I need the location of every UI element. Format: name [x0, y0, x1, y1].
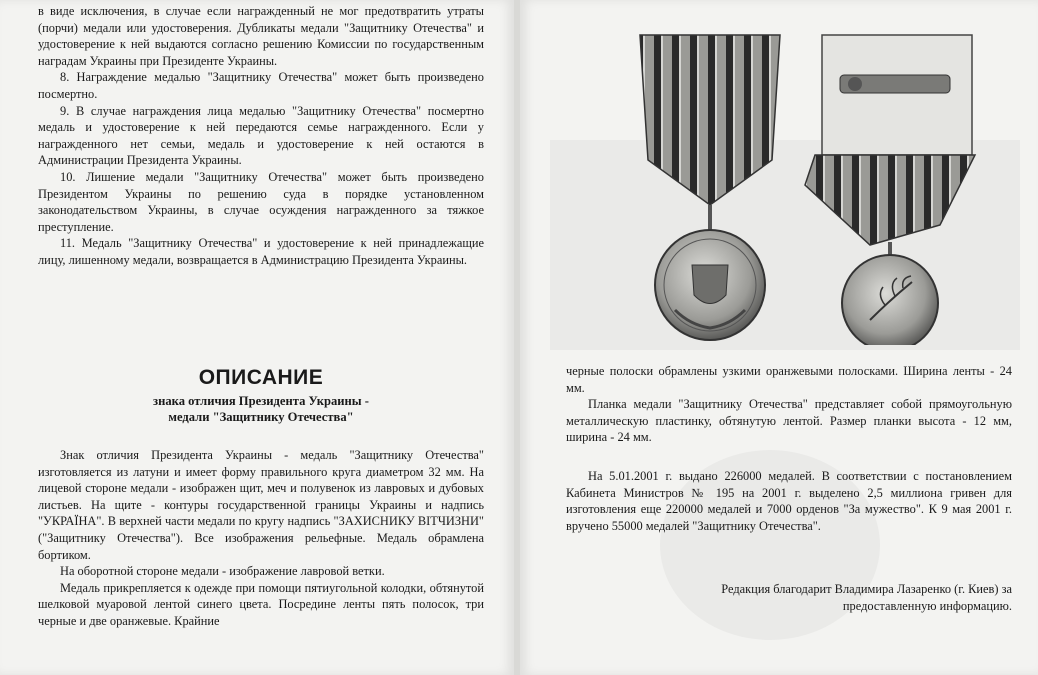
bar-description-paragraph: Планка медали "Защитнику Отечества" представляет собой прямоугольную металлическую пластинку, обтянутую лентой. Размер планки высота - 12 мм, ширина - 24 мм.	[566, 397, 1012, 445]
section-subtitle-line2: медали "Защитнику Отечества"	[168, 410, 354, 424]
acknowledgement-line2: предоставленную информацию.	[842, 598, 1012, 613]
description-paragraph: Знак отличия Президента Украины - медаль "Защитнику Отечества" изготовляется из латуни и имеет форму правильного круга диаметром 32 мм. На лицевой стороне медали - изображен щит, меч и полувенок из лавровых и дубовых листьев. На щите - контуры государственной границы Украины и надпись "УКРАЇНА". В верхней части медали по кругу надпись "ЗАХИСНИКУ ВІТЧИЗНИ" ("Защитнику Отечества"). Все изображения рельефные. Медаль обрамлена бортиком.	[38, 448, 484, 562]
acknowledgement	[566, 581, 1012, 614]
section-title: ОПИСАНИЕ	[198, 366, 324, 389]
paragraph-text: На 5.01.2001 г. выдано 226000 медалей. В соответствии с постановлением Кабинета Министров № 195 на 2001 г. выделено 2,5 миллиона гривен для изготовления еще 220000 медалей и 7000 орденов "За мужество". К 9 мая 2001 г. вручено 55000 медалей "Защитнику Отечества".	[566, 469, 1012, 533]
medal-photo	[600, 20, 980, 345]
medal-front	[655, 230, 765, 340]
paragraph-8: 8. Награждение медалью "Защитнику Отечества" может быть произведено посмертно.	[38, 70, 484, 101]
paragraph-11: 11. Медаль "Защитнику Отечества" и удостоверение к ней принадлежащие лицу, лишенному медали, возвращается в Администрацию Президента Украины.	[38, 236, 484, 267]
reverse-side-paragraph: На оборотной стороне медали - изображение лавровой ветки.	[60, 564, 385, 579]
paragraph-text: черные полоски обрамлены узкими оранжевыми полосками. Ширина ленты - 24 мм.	[566, 364, 1012, 395]
paragraph-9: 9. В случае награждения лица медалью "Защитнику Отечества" посмертно медаль и удостоверение к ней передаются семье награжденного. Если у награжденного нет семьи, медаль и удостоверение к ней остаются в Администрации Президента Украины.	[38, 103, 484, 168]
acknowledgement-line1: Редакция благодарит Владимира Лазаренко (г. Киев) за	[721, 582, 1012, 596]
paragraph: в виде исключения, в случае если награжденный не мог предотвратить утраты (порчи) медали или удостоверения. Дубликаты медали "Защитнику Отечества" и удостоверение к ней выдаются согласно решению Комиссии по государственным наградам Украины при Президенте Украины.	[38, 4, 484, 68]
ribbon-continuation-paragraph	[566, 363, 1012, 446]
left-top-text	[38, 3, 484, 269]
section-subtitle-line1: знака отличия Президента Украины -	[153, 394, 369, 408]
statistics-paragraph	[566, 468, 1012, 534]
front-ribbon	[640, 35, 780, 205]
reverse-ribbon	[805, 35, 975, 245]
left-bottom-text	[38, 447, 484, 630]
medal-reverse	[842, 255, 938, 345]
ribbon-paragraph: Медаль прикрепляется к одежде при помощи пятиугольной колодки, обтянутой шелковой муаровой лентой синего цвета. Посредине ленты пять полосок, три черные и две оранжевые. Крайние	[38, 580, 484, 628]
paragraph-10: 10. Лишение медали "Защитнику Отечества" может быть произведено Президентом Украины по решению суда в порядке установленном законодательством Украины, в случае осуждения награжденного за тяжкое преступление.	[38, 169, 484, 234]
